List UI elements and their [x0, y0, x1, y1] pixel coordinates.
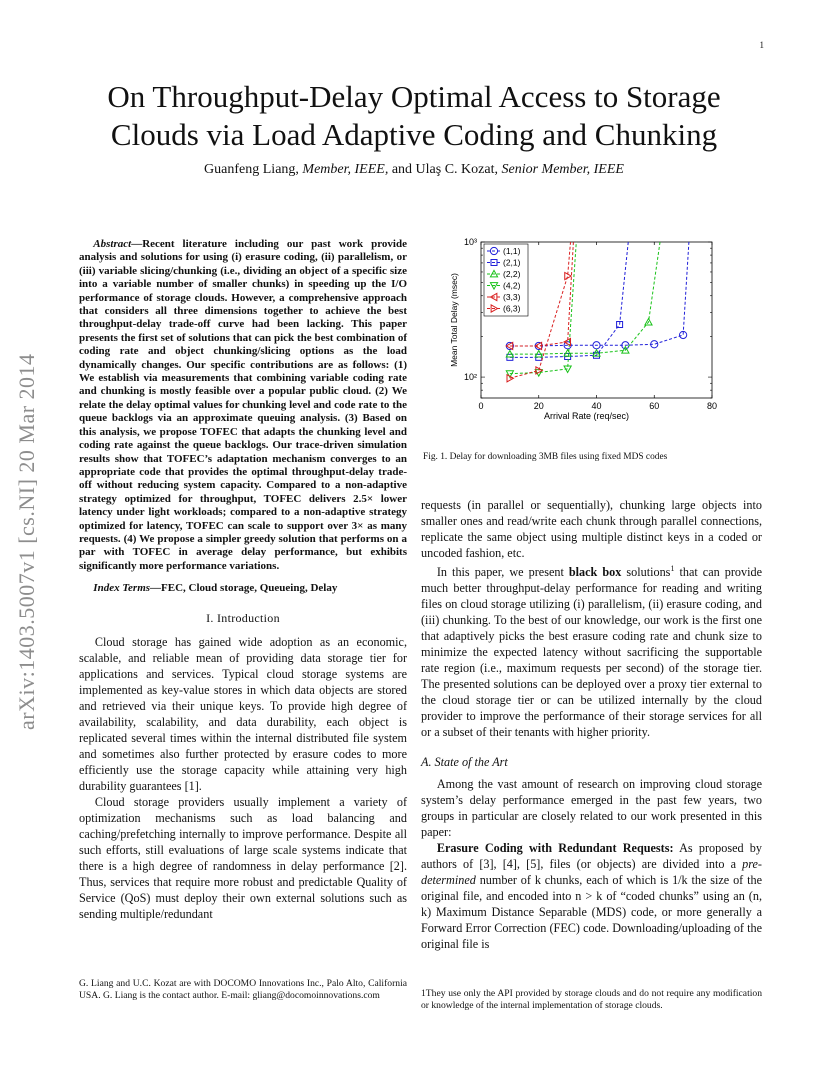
erasure-coding-term: Erasure Coding with Redundant Requests: — [436, 841, 674, 856]
p2-text-b: solutions — [621, 565, 671, 580]
x-axis-label: Arrival Rate (req/sec) — [543, 411, 630, 421]
y-axis-label: Mean Total Delay (msec) — [449, 273, 459, 367]
right-paragraph-1: requests (in parallel or sequentially), chunking large objects into smaller ones and read/write each chunk through parallel connections, replicate the same object using multiple distinct keys in a coded or uncoded fashion, etc. — [421, 498, 762, 560]
abstract — [79, 238, 407, 573]
delay-chart — [421, 230, 721, 442]
p4-text-a: As proposed by authors of [3], [4], [5], files (or objects) are divided into a — [421, 841, 762, 872]
page-number: 1 — [759, 40, 764, 50]
right-column — [421, 497, 762, 952]
p2-text-c: that can provide much better throughput-delay performance for reading and writing files on cloud storage utilizing (i) parallelism, (ii) erasure coding, and (iii) chunking. To the best of our knowledge, our work is the first one that adaptively picks the best erasure coding rate and chunk size to minimize the expected latency without sacrificing the supportable rate region (i.e., maximum requests per second) of the storage tier. The presented solutions can be deployed over a proxy tier external to the cloud storage tier or can be utilized internally by the cloud provider to improve the performance of their storage services for all or a subset of their tenants with higher priority. — [421, 565, 762, 740]
footnote-1: 1They use only the API provided by storage clouds and do not require any modification or knowledge of the internal implementation of storage clouds. — [421, 988, 762, 1011]
author-line — [60, 162, 768, 178]
subsection-heading-state-of-art: A. State of the Art — [421, 755, 508, 770]
p4-text-b: number of k chunks, each of which is 1/k the size of the original file, and encoded into n > k of “coded chunks” using an (n, k) Maximum Distance Separable (MDS) code, or more generally a Forward Error Correction (FEC) code. Downloading/uploading of the original file is — [421, 873, 762, 952]
section-heading-introduction: I. Introduction — [206, 610, 280, 625]
abstract-label: Abstract — [93, 238, 132, 250]
x-tick-label: 80 — [706, 401, 718, 411]
right-paragraph-3: Among the vast amount of research on improving cloud storage system’s delay performance emerged in the past few years, two groups in particular are closely related to our work presented in this paper: — [421, 777, 762, 840]
pre-determined-term: pre-determined — [421, 857, 762, 888]
y-tick-label: 10² — [463, 372, 477, 383]
right-paragraph-4 — [421, 840, 762, 952]
x-tick-label: 20 — [533, 401, 544, 411]
series-line-0 — [510, 242, 689, 346]
index-terms-label: Index Terms — [93, 582, 151, 595]
legend-label-4: (3,3) — [503, 292, 521, 302]
author-2-role: Senior Member, IEEE — [501, 162, 624, 177]
legend-label-1: (2,1) — [503, 257, 521, 268]
legend-label-0: (1,1) — [503, 246, 521, 256]
black-box-term: black box — [568, 565, 622, 580]
paper-title — [60, 78, 768, 154]
figure-1 — [421, 230, 721, 447]
series-line-2 — [510, 242, 660, 354]
x-tick-label: 40 — [591, 401, 602, 411]
index-terms — [79, 582, 407, 595]
legend-label-5: (6,3) — [503, 303, 521, 314]
right-paragraph-2 — [421, 561, 762, 740]
legend-label-3: (4,2) — [503, 280, 521, 291]
footnote-ref-1: 1 — [670, 564, 675, 573]
intro-paragraph-2: Cloud storage providers usually implement a variety of optimization mechanisms such as load balancing and caching/prefetching internally to improve performance. Despite all such efforts, still evaluations of large scale systems indicate that there is a high degree of randomness in delay performance [2]. Thus, services that require more robust and predictable Quality of Service (QoS) must deploy their own external solutions such as sending multiple/redundant — [79, 794, 407, 921]
intro-paragraph-1: Cloud storage has gained wide adoption as an economic, scalable, and reliable mean of providing data storage tier for applications and services. Typical cloud storage systems are implemented as key-value stores in which data objects are stored and retrieved via their unique keys. To provide high degree of availability, scalability, and data durability, each object is replicated several times within the internal distributed file system and sometimes also further protected by erasure codes to more efficiently use the storage capacity while attaining very high durability guarantees [1]. — [79, 634, 407, 793]
index-terms-text: —FEC, Cloud storage, Queueing, Delay — [150, 582, 338, 595]
x-tick-label: 0 — [478, 401, 484, 411]
author-1-role: Member, IEEE, — [302, 162, 389, 177]
arxiv-stamp: arXiv:1403.5007v1 [cs.NI] 20 Mar 2014 — [14, 353, 39, 730]
title-line-1: On Throughput-Delay Optimal Access to Storage — [107, 79, 721, 114]
left-column — [79, 238, 407, 922]
figure-caption: Fig. 1. Delay for downloading 3MB files using fixed MDS codes — [423, 452, 668, 462]
title-line-2: Clouds via Load Adaptive Coding and Chunking — [110, 117, 718, 152]
y-tick-label: 10³ — [463, 237, 477, 247]
p2-text-a: In this paper, we present — [436, 565, 569, 580]
author-2: and Ulaş C. Kozat, — [388, 162, 502, 177]
affiliation-footnote: G. Liang and U.C. Kozat are with DOCOMO Innovations Inc., Palo Alto, California USA. G. Liang is the contact author. E-mail: gliang@docomoinnovations.com — [79, 978, 407, 1001]
abstract-text: —Recent literature including our past work provide analysis and solutions for using (i) erasure coding, (ii) parallelism, or (iii) variable slicing/chunking (i.e., dividing an object of a specific size into a variable number of smaller chunks) in speeding up the I/O performance of storage clouds. However, a comprehensive approach that considers all three dimensions together to achieve the best throughput-delay trade-off curve had been lacking. This paper presents the first set of solutions that can pick the best combination of coding rate and object chunking/slicing options as the load dynamically changes. Our specific contributions are as follows: (1) We establish via measurements that combining variable coding rate and chunking is mostly feasible over a popular public cloud. (2) We relate the delay optimal values for chunking level and code rate to the queue backlogs via an approximate queuing analysis. (3) Based on this analysis, we propose TOFEC that adapts the chunking level and coding rate against the queue backlogs. Our trace-driven simulation results show that TOFEC’s adaptation mechanism converges to an appropriate code that provides the optimal throughput-delay trade-off without reducing system capacity. Compared to a non-adaptive strategy optimized for throughput, TOFEC delivers 2.5× lower latency under light workloads; compared to a non-adaptive strategy optimized for latency, TOFEC can scale to support over 3× as many requests. (4) We propose a simpler greedy solution that performs on a par with TOFEC in average delay performance, but exhibits significantly more performance variations. — [79, 238, 407, 572]
legend-label-2: (2,2) — [503, 269, 521, 279]
x-tick-label: 60 — [649, 401, 660, 411]
author-1: Guanfeng Liang, — [204, 162, 303, 177]
